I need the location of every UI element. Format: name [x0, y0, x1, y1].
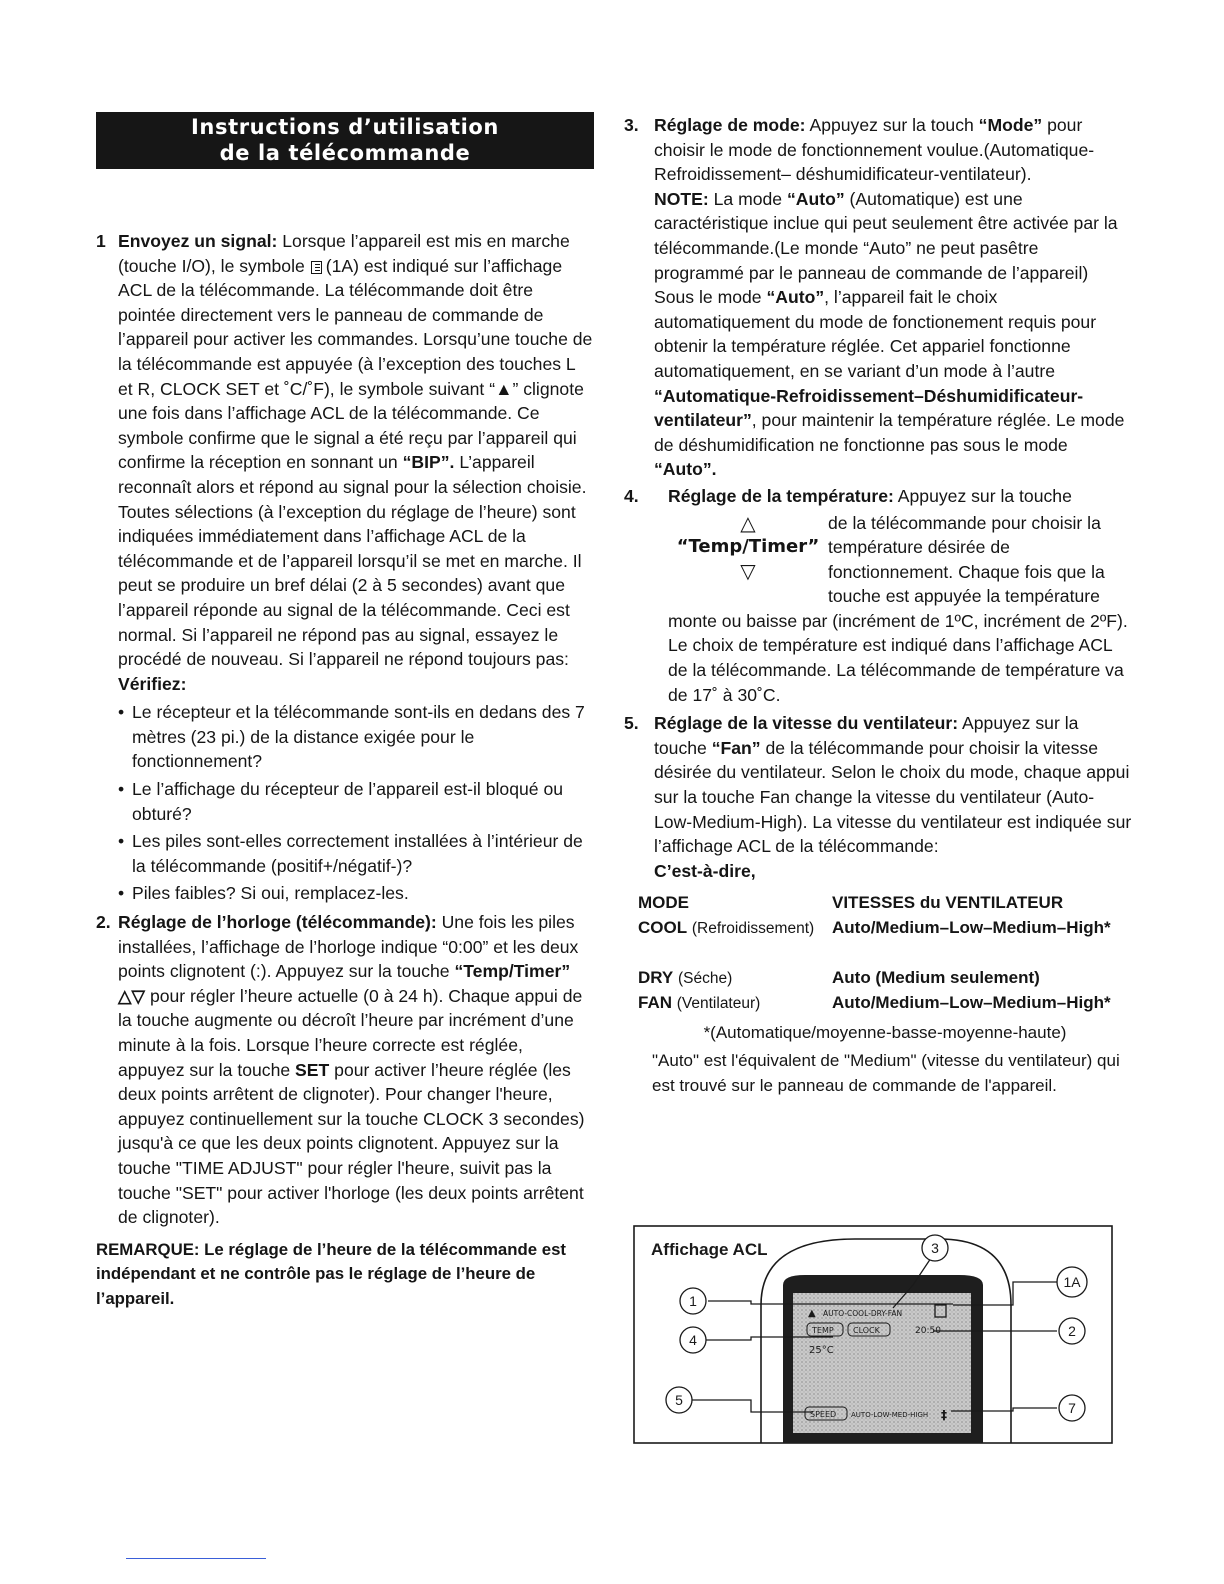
up-down-arrows-icon: △▽ — [118, 985, 146, 1006]
section-5-body — [654, 711, 1132, 859]
list-item: • Le l’affichage du récepteur de l’appareil est-il bloqué ou obturé? — [118, 777, 594, 826]
row-speed: Auto/Medium–Low–Medium–High* — [832, 993, 1111, 1013]
auto-equivalence-note: "Auto" est l'équivalent de "Medium" (vitesse du ventilateur) qui est trouvé sur le panneau de commande de l'appareil. — [652, 1051, 1120, 1095]
lcd-temp-value: 25°C — [809, 1345, 834, 1356]
section-3-note — [654, 187, 1132, 482]
note-text-b: (Automatique) est une caractéristique inclue qui peut seulement être activée par la télécommande.(Le monde “Auto” ne peut pasêtre programmé par le panneau de commande de l’appareil) Sous le mode — [654, 188, 1118, 308]
section-4 — [624, 484, 1132, 707]
row-mode-name: FAN — [638, 993, 672, 1013]
callout-2: 2 — [1068, 1323, 1076, 1339]
cest-a-dire-label: C’est-à-dire, — [654, 860, 756, 881]
temp-timer-key — [668, 511, 828, 584]
right-column — [624, 113, 1132, 1099]
section-2-text-a: Une fois les piles installées, l’affichage de l’horloge indique “0:00” et les deux points clignotent (:). Appuyez sur la touche — [118, 912, 579, 982]
section-1-text-c: L’appareil reconnaît alors et répond au signal pour la sélection choisie. Toutes sélections (à l’exception du réglage de l’heure) sont indiquées immédiatement dans l’affichage ACL de la télécommande et de l’appareil lorsqu’il se met en marche. Il peut se produire un bref délai (2 à 5 secondes) avant que l’appareil réponde au signal de la télécommande. Ceci est normal. Si l’appareil ne répond pas au signal, essayez le procédé de nouveau. Si l’appareil ne répond toujours pas: — [118, 452, 587, 670]
row-mode-name: COOL — [638, 918, 688, 937]
mode-chain-label: “Automatique-Refroidissement–Déshumidificateur-ventilateur” — [654, 385, 1084, 431]
section-1-body — [118, 229, 594, 672]
table-row — [638, 966, 1132, 992]
lcd-caption: Affichage ACL — [651, 1240, 768, 1259]
temp-timer-row — [668, 511, 1132, 609]
section-2-number: 2. — [96, 912, 111, 933]
row-mode — [638, 966, 832, 992]
fan-label: “Fan” — [711, 737, 761, 758]
fan-speed-table — [638, 891, 1132, 1045]
verify-list — [96, 700, 594, 906]
lcd-modes: AUTO-COOL-DRY-FAN — [823, 1309, 903, 1318]
list-item: • Le récepteur et la télécommande sont-ils en dedans des 7 mètres (23 pi.) de la distance exigée pour le fonctionnement? — [118, 700, 594, 774]
section-5-heading: Réglage de la vitesse du ventilateur: — [654, 713, 959, 734]
section-3-heading: Réglage de mode: — [654, 115, 806, 135]
table-row — [638, 916, 1132, 942]
footnote: *(Automatique/moyenne-basse-moyenne-haute) — [703, 1022, 1067, 1042]
footer-rule — [126, 1558, 266, 1559]
callout-3: 3 — [931, 1240, 939, 1256]
temp-timer-label: “Temp/Timer” — [454, 961, 571, 982]
section-3-text-b: pour choisir le mode de fonctionnement voulue.(Automatique-Refroidissement– déshumidificateur-ventilateur). — [654, 115, 1095, 185]
section-3-body — [654, 113, 1132, 187]
lcd-diagram — [633, 1225, 1113, 1444]
section-5-text-b: de la télécommande pour choisir la vitesse désirée du ventilateur. Selon le choix du mode, chaque appui sur la touche Fan change la vitesse du ventilateur (Auto-Low-Medium-High). La vitesse du ventilateur est indiquée sur l’affichage ACL de la télécommande: — [654, 737, 1132, 857]
section-2-text-c: pour activer l’heure réglée (les deux points arrêtent de clignoter). Pour changer l'heure, appuyez continuellement sur la touche CLOCK 3 secondes) jusqu'à ce que les deux points clignotent. Appuyez sur la touche "TIME ADJUST" pour régler l'heure, suivit pas la touche "SET" pour activer l'horloge (les deux points arrêtent de clignoter). — [118, 1059, 585, 1228]
section-2 — [96, 910, 594, 1312]
section-2-text-b: pour régler l’heure actuelle (0 à 24 h). Chaque appui de la touche augmente ou décroît l’heure par incrément d’une minute à la fois. Lorsque l’heure correcte est réglée, appuyez sur — [118, 985, 583, 1080]
section-4-text-a: Appuyez sur la touche — [897, 485, 1072, 506]
remark-note: REMARQUE: Le réglage de l’heure de la télécommande est indépendant et ne contrôle pas le réglage de l’heure de l’appareil. — [96, 1239, 567, 1308]
section-1-heading: Envoyez un signal: — [118, 231, 278, 251]
table-header — [638, 891, 1132, 916]
note-text-c: , l’appareil fait le choix automatiquement du mode de fonctionement requis pour obtenir la température réglée. Cet appariel fonctionne automatiquement, en se variant d’un mode à l’autre — [654, 287, 1097, 381]
section-4-intro — [668, 484, 1132, 509]
up-arrow-icon: △ — [740, 510, 756, 535]
lcd-clock-label: CLOCK — [853, 1326, 880, 1335]
mode-label: “Mode” — [978, 115, 1043, 135]
signal-triangle-icon: ▲ — [808, 1308, 816, 1319]
section-4-side-text: de la télécommande pour choisir la température désirée de fonctionnement. Chaque fois que la touche est appuyée la température — [828, 512, 1105, 607]
section-5-number: 5. — [624, 713, 639, 734]
callout-4: 4 — [689, 1332, 697, 1348]
list-item: • Piles faibles? Si oui, remplacez-les. — [118, 881, 594, 906]
lcd-display-figure — [633, 1225, 1113, 1444]
section-5-text-a: Appuyez sur la touche — [654, 713, 1079, 758]
verify-label: Vérifiez: — [118, 673, 187, 694]
section-5 — [624, 711, 1132, 1098]
section-4-heading: Réglage de la température: — [668, 485, 894, 506]
callout-7: 7 — [1068, 1400, 1076, 1416]
lcd-speed-label: SPEED — [810, 1410, 837, 1419]
row-mode-sub: (Séche) — [678, 969, 733, 987]
display-symbol-icon — [311, 261, 322, 274]
callout-5: 5 — [675, 1392, 683, 1408]
row-mode-sub: (Refroidissement) — [691, 920, 815, 937]
section-3 — [624, 113, 1132, 482]
auto-label: “Auto” — [766, 287, 825, 308]
section-1 — [96, 229, 594, 906]
lcd-time: 20:50 — [915, 1326, 941, 1336]
row-mode-sub: (Ventilateur) — [676, 995, 761, 1013]
bip-label: “BIP”. — [402, 452, 455, 473]
section-1-text-a: Lorsque l’appareil est mis en marche (touche I/O), le symbole — [118, 231, 570, 276]
row-mode — [638, 991, 832, 1017]
section-1-text-b: (1A) est indiqué sur l’affichage ACL de la télécommande. La télécommande doit être pointée directement vers le panneau de commande de l’appareil pour activer les commandes. Lorsqu’une touche de la télécommande est appuyée (à l’exception des touches L et R, CLOCK SET et ˚C/˚F), le symbole suivant “▲” clignote une fois dans l’affichage ACL de la télécommande. Ce symbole confirme que le signal a été reçu par l’appareil qui confirme la réception en sonnant un — [118, 255, 593, 473]
note-text-a: La mode — [713, 188, 783, 209]
row-speed: Auto (Medium seulement) — [832, 967, 1040, 987]
section-4-text-b: monte ou baisse par (incrément de 1ºC, incrément de 2ºF). Le choix de température est indiqué dans l’affichage ACL de la télécommande. La télécommande de température va de 17˚ à 30˚C. — [668, 610, 1128, 705]
section-2-heading: Réglage de l’horloge (télécommande): — [118, 912, 437, 933]
down-arrow-icon: ▽ — [740, 559, 756, 584]
temp-timer-key-label: “Temp/Timer” — [676, 535, 820, 557]
header-speeds: VITESSES du VENTILATEUR — [832, 893, 1064, 913]
section-2-text-b2: la touche — [218, 1059, 291, 1080]
section-3-number: 3. — [624, 115, 639, 135]
lcd-speeds: AUTO-LOW-MED-HIGH — [851, 1411, 929, 1419]
note-label: NOTE: — [654, 188, 709, 209]
lcd-temp-label: TEMP — [812, 1326, 834, 1335]
left-column — [96, 112, 594, 1312]
row-mode-name: DRY — [638, 967, 674, 987]
header-mode: MODE — [638, 893, 689, 913]
section-1-number: 1 — [96, 231, 106, 251]
fan-symbol-icon: ‡ — [941, 1408, 947, 1422]
auto-label: “Auto”. — [654, 459, 717, 480]
callout-1: 1 — [689, 1293, 697, 1309]
title-line-2: de la télécommande — [219, 141, 471, 165]
auto-label: “Auto” — [786, 188, 845, 209]
page-title — [96, 112, 594, 169]
callout-1a: 1A — [1063, 1274, 1081, 1290]
title-line-1: Instructions d’utilisation — [191, 115, 499, 139]
list-item: • Les piles sont-elles correctement installées à l’intérieur de la télécommande (positif+/négatif-)? — [118, 829, 594, 878]
section-4-number: 4. — [624, 485, 639, 506]
note-text-d: , pour maintenir la température réglée. Le mode de déshumidification ne fonctionne pas sous le mode — [654, 410, 1125, 455]
row-speed: Auto/Medium–Low–Medium–High* — [832, 918, 1111, 937]
section-3-text-a: Appuyez sur la touch — [809, 115, 974, 135]
section-2-body — [118, 910, 594, 1230]
table-row — [638, 991, 1132, 1017]
row-mode — [638, 916, 832, 942]
set-label: SET — [295, 1059, 330, 1080]
